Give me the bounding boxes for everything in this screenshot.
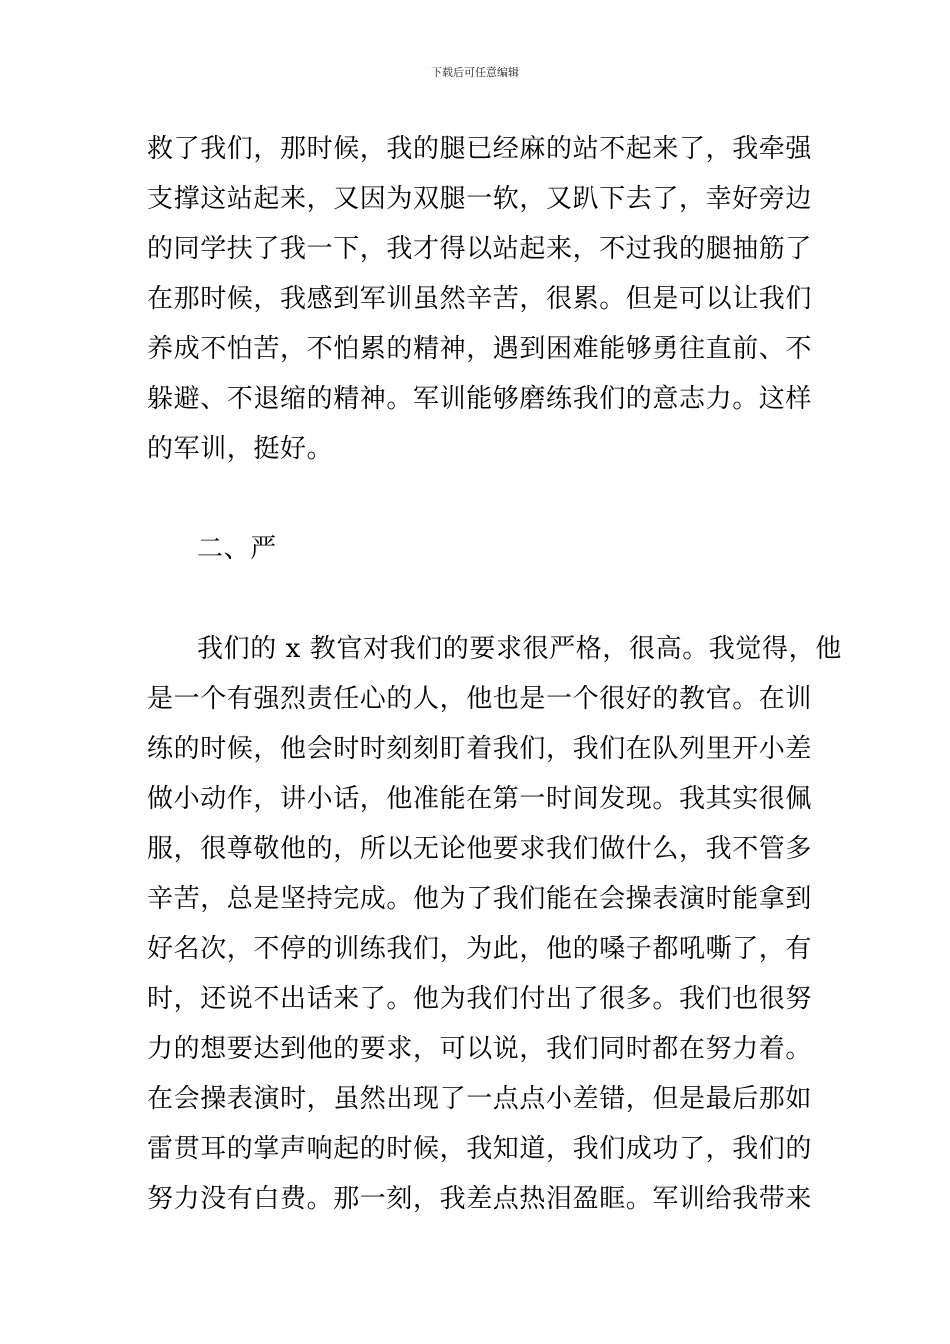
paragraph-2-line-9: 力的想要达到他的要求，可以说，我们同时都在努力着。	[147, 1034, 813, 1064]
paragraph-2-line-1: 我们的 x 教官对我们的要求很严格，很高。我觉得，他	[197, 634, 842, 664]
paragraph-2-line-4: 做小动作，讲小话，他准能在第一时间发现。我其实很佩	[147, 784, 813, 814]
paragraph-2-line-6: 辛苦，总是坚持完成。他为了我们能在会操表演时能拿到	[147, 884, 813, 914]
paragraph-2-line-12: 努力没有白费。那一刻，我差点热泪盈眶。军训给我带来	[147, 1184, 813, 1214]
paragraph-2-line-7: 好名次，不停的训练我们，为此，他的嗓子都吼嘶了，有	[147, 934, 813, 964]
paragraph-2-line-3: 练的时候，他会时时刻刻盯着我们，我们在队列里开小差	[147, 734, 813, 764]
paragraph-1-line-1: 救了我们，那时候，我的腿已经麻的站不起来了，我牵强	[147, 134, 813, 164]
paragraph-1-line-6: 躲避、不退缩的精神。军训能够磨练我们的意志力。这样	[147, 384, 813, 414]
section-heading: 二、严	[197, 534, 277, 564]
page-header-note: 下载后可任意编辑	[431, 66, 519, 79]
paragraph-2-line-11: 雷贯耳的掌声响起的时候，我知道，我们成功了，我们的	[147, 1134, 813, 1164]
paragraph-1-line-2: 支撑这站起来，又因为双腿一软，又趴下去了，幸好旁边	[147, 184, 813, 214]
paragraph-2-line-5: 服，很尊敬他的，所以无论他要求我们做什么，我不管多	[147, 834, 813, 864]
paragraph-1-line-3: 的同学扶了我一下，我才得以站起来，不过我的腿抽筋了	[147, 234, 813, 264]
paragraph-2-line-8: 时，还说不出话来了。他为我们付出了很多。我们也很努	[147, 984, 813, 1014]
paragraph-1-line-4: 在那时候，我感到军训虽然辛苦，很累。但是可以让我们	[147, 284, 813, 314]
paragraph-1-line-5: 养成不怕苦，不怕累的精神，遇到困难能够勇往直前、不	[147, 334, 813, 364]
paragraph-1-line-7: 的军训，挺好。	[147, 434, 334, 464]
paragraph-2-line-2: 是一个有强烈责任心的人，他也是一个很好的教官。在训	[147, 684, 813, 714]
paragraph-2-line-10: 在会操表演时，虽然出现了一点点小差错，但是最后那如	[147, 1084, 813, 1114]
